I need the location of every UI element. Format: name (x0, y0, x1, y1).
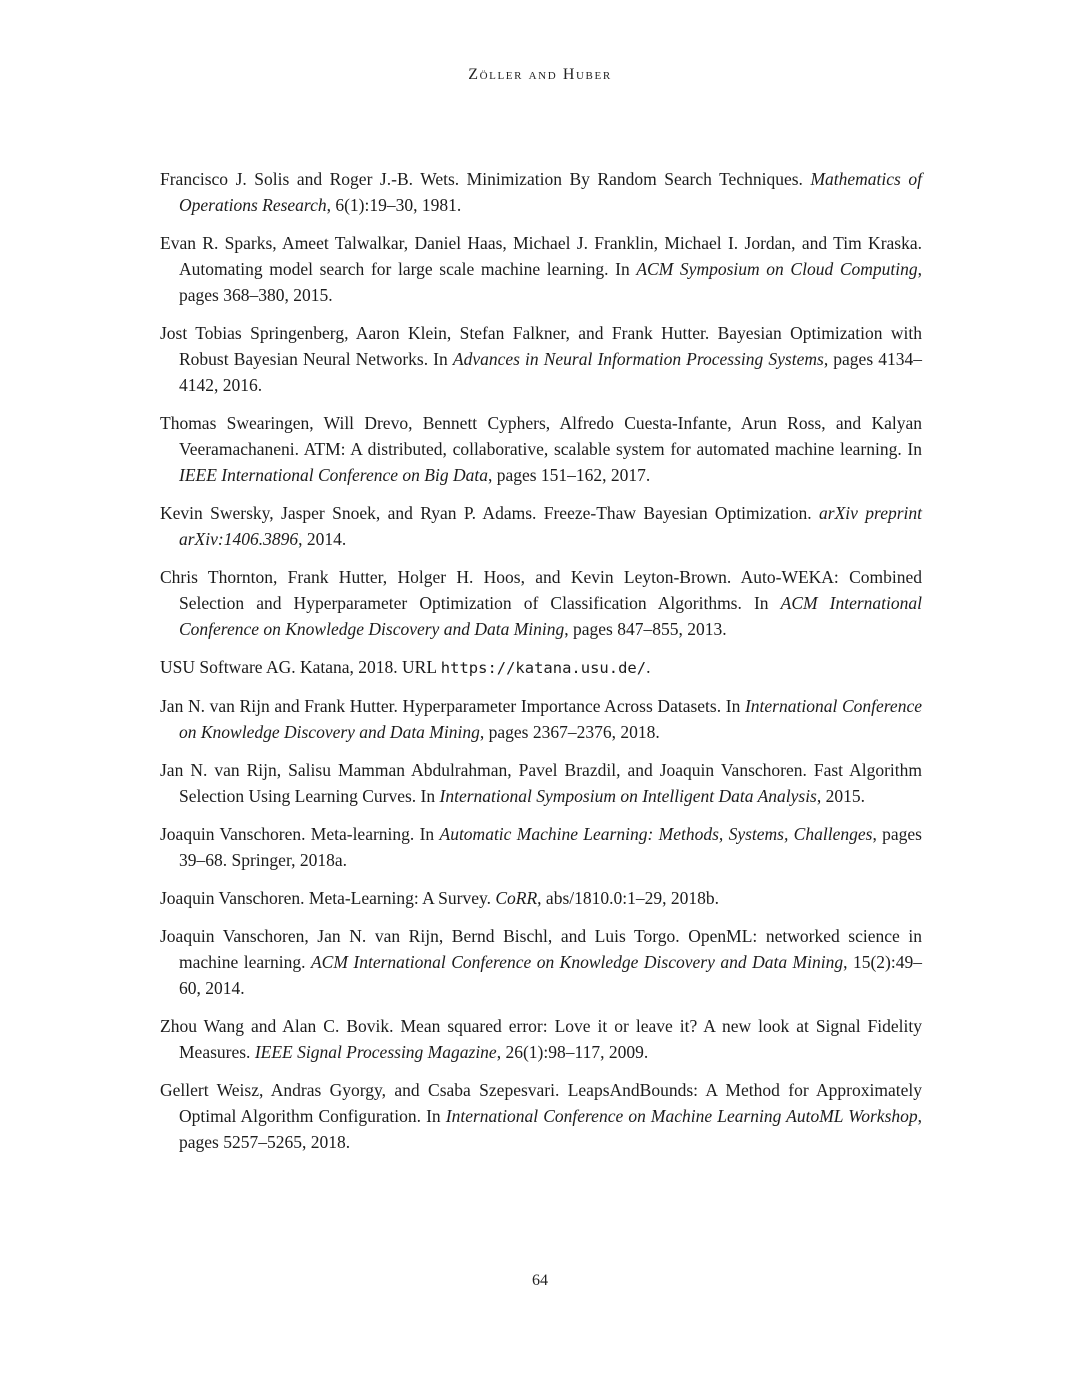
reference-entry (160, 230, 922, 308)
reference-entry (160, 410, 922, 488)
reference-text: USU Software AG. Katana, 2018. URL (160, 657, 441, 677)
reference-venue: ACM International Conference on Knowledge Discovery and Data Mining (179, 593, 923, 639)
reference-url[interactable]: https://katana.usu.de/ (440, 659, 647, 677)
reference-entry (160, 654, 922, 681)
reference-text: Chris Thornton, Frank Hutter, Holger H. Hoos, and Kevin Leyton-Brown. Auto-WEKA: Combined Selection and Hyperparameter Optimization of Classification Algorithms. In (160, 567, 922, 613)
reference-entry (160, 885, 922, 911)
reference-entry (160, 821, 922, 873)
reference-text: , pages 151–162, 2017. (487, 465, 651, 485)
reference-text: , 26(1):98–117, 2009. (496, 1042, 649, 1062)
reference-text: Zhou Wang and Alan C. Bovik. Mean squared error: Love it or leave it? A new look at Signal Fidelity Measures. (160, 1016, 922, 1062)
reference-text: Francisco J. Solis and Roger J.-B. Wets. Minimization By Random Search Techniques. (160, 169, 811, 189)
reference-text: Jost Tobias Springenberg, Aaron Klein, Stefan Falkner, and Frank Hutter. Bayesian Optimization with Robust Bayesian Neural Networks. In (160, 323, 922, 369)
reference-text: . (646, 657, 651, 677)
reference-venue: ACM International Conference on Knowledge Discovery and Data Mining (310, 952, 844, 972)
reference-venue: CoRR (495, 888, 538, 908)
reference-entry (160, 564, 922, 642)
references-list (160, 166, 922, 1155)
reference-venue: IEEE International Conference on Big Data (179, 465, 488, 485)
reference-venue: International Symposium on Intelligent Data Analysis (439, 786, 817, 806)
reference-text: , 6(1):19–30, 1981. (326, 195, 462, 215)
reference-entry (160, 1013, 922, 1065)
reference-text: Joaquin Vanschoren. Meta-learning. In (160, 824, 440, 844)
reference-venue: Automatic Machine Learning: Methods, Systems, Challenges (439, 824, 873, 844)
reference-text: Joaquin Vanschoren, Jan N. van Rijn, Bernd Bischl, and Luis Torgo. OpenML: networked science in machine learning. (160, 926, 922, 972)
reference-text: , 2015. (816, 786, 865, 806)
reference-text: Jan N. van Rijn and Frank Hutter. Hyperparameter Importance Across Datasets. In (160, 696, 745, 716)
reference-entry (160, 320, 922, 398)
reference-venue: IEEE Signal Processing Magazine (254, 1042, 497, 1062)
reference-venue: Advances in Neural Information Processing Systems (452, 349, 824, 369)
reference-text: , pages 5257–5265, 2018. (179, 1106, 923, 1152)
reference-text: Gellert Weisz, Andras Gyorgy, and Csaba Szepesvari. LeapsAndBounds: A Method for Approximately Optimal Algorithm Configuration. In (160, 1080, 922, 1126)
reference-text: Evan R. Sparks, Ameet Talwalkar, Daniel Haas, Michael J. Franklin, Michael I. Jordan, and Tim Kraska. Automating model search for large scale machine learning. In (160, 233, 922, 279)
page-number: 64 (532, 1272, 548, 1289)
reference-text: , pages 39–68. Springer, 2018a. (179, 824, 922, 870)
reference-text: Joaquin Vanschoren. Meta-Learning: A Survey. (160, 888, 496, 908)
reference-venue: Mathematics of Operations Research (179, 169, 922, 215)
reference-entry (160, 693, 922, 745)
reference-text: Thomas Swearingen, Will Drevo, Bennett Cyphers, Alfredo Cuesta-Infante, Arun Ross, and Kalyan Veeramachaneni. ATM: A distributed, collaborative, scalable system for automated machine learning. In (160, 413, 922, 459)
reference-text: , 15(2):49–60, 2014. (179, 952, 922, 998)
running-head: Zöller and Huber (468, 66, 612, 83)
reference-entry (160, 500, 922, 552)
reference-venue: International Conference on Machine Learning AutoML Workshop (445, 1106, 918, 1126)
reference-text: , abs/1810.0:1–29, 2018b. (537, 888, 719, 908)
reference-entry (160, 166, 922, 218)
reference-text: , pages 368–380, 2015. (179, 259, 922, 305)
reference-entry (160, 923, 922, 1001)
reference-text: Jan N. van Rijn, Salisu Mamman Abdulrahman, Pavel Brazdil, and Joaquin Vanschoren. Fast Algorithm Selection Using Learning Curves. In (160, 760, 922, 806)
reference-text: , 2014. (298, 529, 347, 549)
reference-entry (160, 757, 922, 809)
reference-venue: International Conference on Knowledge Discovery and Data Mining (179, 696, 922, 742)
reference-venue: arXiv preprint arXiv:1406.3896 (179, 503, 922, 549)
reference-text: Kevin Swersky, Jasper Snoek, and Ryan P. Adams. Freeze-Thaw Bayesian Optimization. (160, 503, 820, 523)
reference-text: , pages 4134–4142, 2016. (179, 349, 922, 395)
reference-entry (160, 1077, 922, 1155)
reference-text: , pages 847–855, 2013. (564, 619, 727, 639)
reference-venue: ACM Symposium on Cloud Computing (636, 259, 918, 279)
reference-text: , pages 2367–2376, 2018. (479, 722, 660, 742)
